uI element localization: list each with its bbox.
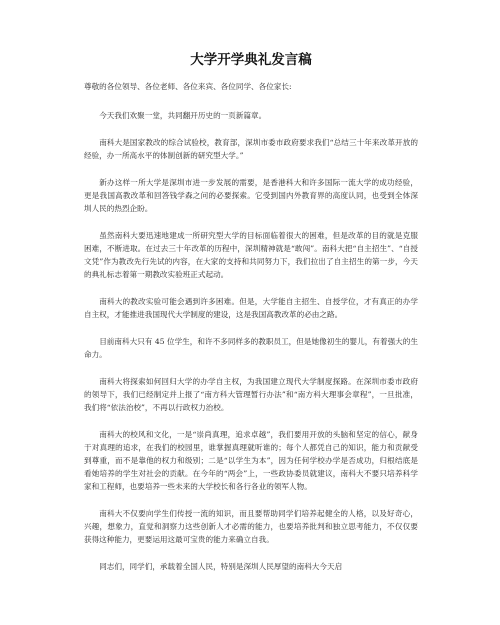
paragraph-3: 新办这样一所大学是深圳市进一步发展的需要，是香港科大和许多国际一流大学的成功经验，更是我国高教改革和回答钱学森之问的必要探索。它受到国内外教育界的高度认同，也受到全体深圳人民的热烈企盼。	[84, 178, 418, 213]
paragraph-2: 南科大是国家教改的综合试验校，教育部，深圳市委市政府要求我们“总结三十年来改革开放的经验，办一所高水平的体制创新的研究型大学。”	[84, 138, 418, 160]
salutation: 尊敬的各位领导、各位老师、各位来宾、各位同学、各位家长:	[84, 82, 292, 91]
paragraph-1: 今天我们欢聚一堂，共同翻开历史的一页新篇章。	[99, 111, 267, 120]
paragraph-4: 虽然南科大要迅速地建成一所研究型大学的目标面临着很大的困难，但是改革的目的就是克服困难，不断进取。在过去三十年改革的历程中，深圳精神就是“敢闯”。南科大把“自主招生”、“自授文凭”作为教改先行先试的内容，在大家的支持和共同努力下，我们拉出了自主招生的第一步，今天的典礼标志着第一期教改实验班正式起动。	[84, 231, 418, 279]
paragraph-8: 南科大的校风和文化，一是“崇尚真理，追求卓越”，我们要用开放的头脑和坚定的信心，献身于对真理的追求，在我们的校园里，谁掌握真理就听谁的；每个人都凭自己的知识，能力和贡献受到尊重，而不是靠他的权力和级别；二是“以学生为本”，因为任何学校办学是否成功，归根结底是看她培养的学生对社会的贡献。在今年的“两会”上，一些政协委员就建议，南科大不要只培养科学家和工程师，也要培养一些未来的大学校长和各行各业的领军人物。	[84, 430, 418, 491]
paragraph-7: 南科大将探索如何回归大学的办学自主权，为我国建立现代大学制度探路。在深圳市委市政府的领导下，我们已经制定并上报了“南方科大管理暂行办法”和“南方科大理事会章程”，一旦批准，我们将“依法治校”，不再以行政权力治校。	[84, 377, 418, 412]
paragraph-6: 目前南科大只有 45 位学生，和许不多同样多的教职员工，但是她像初生的婴儿，有着强大的生命力。	[84, 337, 418, 359]
paragraph-10: 同志们，同学们，承载着全国人民，特别是深圳人民厚望的南科大今天启	[99, 562, 343, 571]
paragraph-5: 南科大的教改实验可能会遇到许多困难。但是，大学能自主招生、自授学位，才有真正的办学自主权，才能推进我国现代大学制度的建设，这是我国高教改革的必由之路。	[84, 297, 418, 319]
document-title: 大学开学典礼发言稿	[190, 52, 312, 68]
paragraph-9: 南科大不仅要向学生们传授一流的知识，而且要帮助同学们培养起健全的人格，以及好奇心，兴趣，想象力，直觉和洞察力这些创新人才必需的能力，也要培养批判和独立思考能力，不仅仅要获得这种能力，更要运用这最可宝贵的能力来确立自我。	[84, 509, 418, 544]
document-page	[84, 52, 418, 587]
